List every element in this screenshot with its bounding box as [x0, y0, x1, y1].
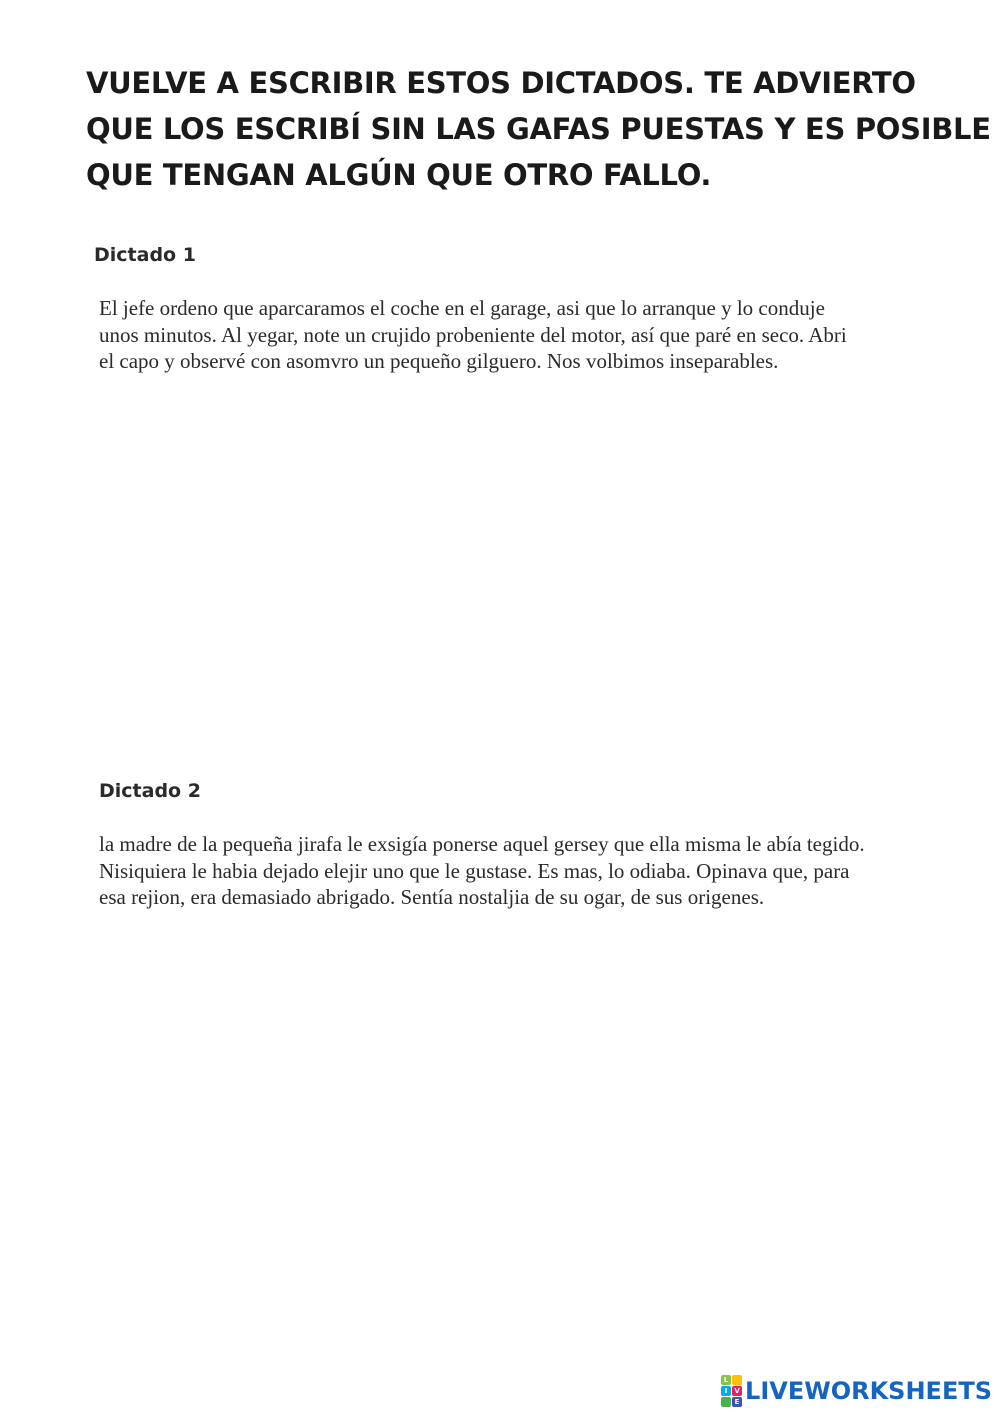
logo-tile: E — [732, 1397, 742, 1407]
logo-tile — [721, 1397, 731, 1407]
dictation-1-line: El jefe ordeno que aparcaramos el coche en el garage, asi que lo arranque y lo conduje — [99, 296, 825, 320]
dictation-2-text — [99, 831, 929, 911]
dictation-1-line: el capo y observé con asomvro un pequeño gilguero. Nos volbimos inseparables. — [99, 349, 779, 373]
logo-tile: L — [721, 1375, 731, 1385]
title-line: QUE LOS ESCRIBÍ SIN LAS GAFAS PUESTAS Y ES POSIBLE — [86, 112, 991, 146]
page-title — [86, 60, 991, 198]
logo-tile — [732, 1375, 742, 1385]
dictation-1-text — [99, 295, 929, 375]
logo-tile: V — [732, 1386, 742, 1396]
title-line: VUELVE A ESCRIBIR ESTOS DICTADOS. TE ADVIERTO — [86, 66, 916, 100]
dictation-2-line: esa rejion, era demasiado abrigado. Sentía nostaljia de su ogar, de sus origenes. — [99, 885, 765, 909]
liveworksheets-logo-icon — [721, 1375, 742, 1407]
dictation-1-heading: Dictado 1 — [94, 244, 196, 266]
dictation-2-heading: Dictado 2 — [99, 780, 201, 802]
liveworksheets-brand — [721, 1375, 992, 1407]
brand-name: LIVEWORKSHEETS — [745, 1377, 992, 1405]
dictation-2-line: Nisiquiera le habia dejado elejir uno que le gustase. Es mas, lo odiaba. Opinava que, para — [99, 858, 850, 883]
dictation-1-line: unos minutos. Al yegar, note un crujido probeniente del motor, así que paré en seco. Abri — [99, 322, 847, 347]
logo-tile: I — [721, 1386, 731, 1396]
dictation-2-line: la madre de la pequeña jirafa le exsigía ponerse aquel gersey que ella misma le abía tegido. — [99, 832, 865, 856]
title-line: QUE TENGAN ALGÚN QUE OTRO FALLO. — [86, 158, 712, 192]
